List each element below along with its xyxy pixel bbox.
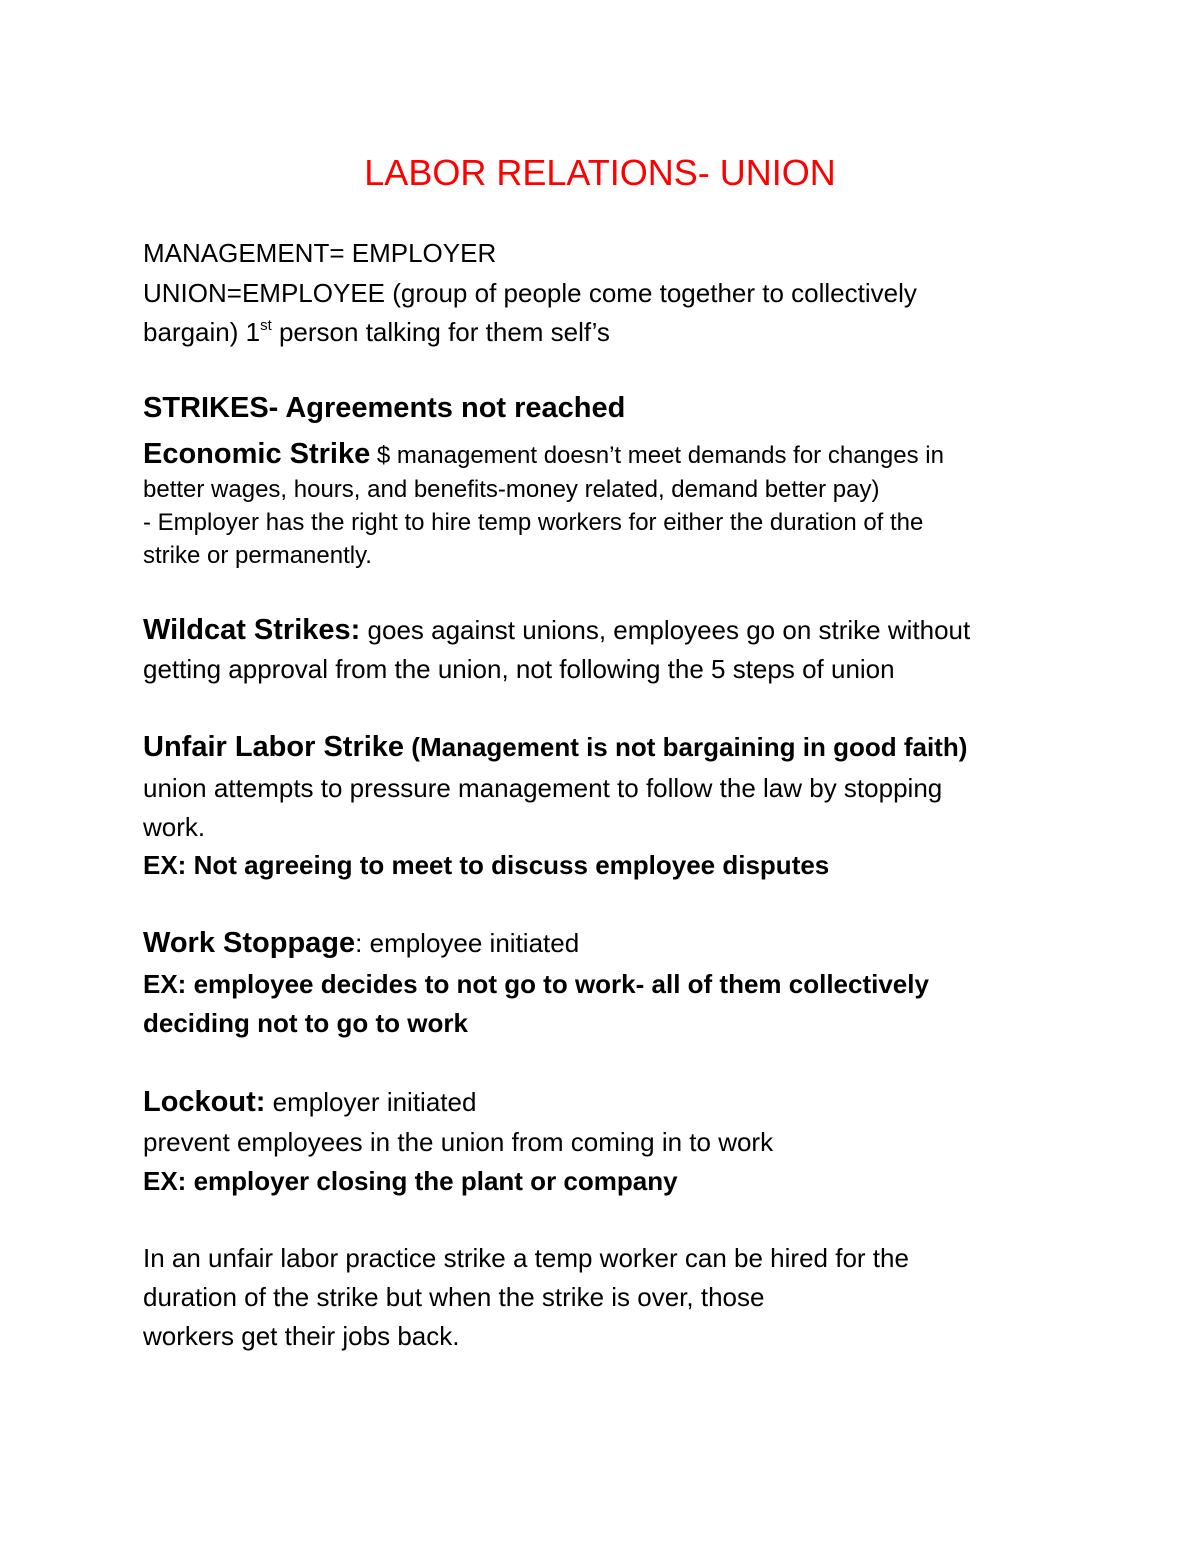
economic-strike-line-4: strike or permanently.: [143, 542, 372, 569]
closing-line-1: In an unfair labor practice strike a temp worker can be hired for the: [143, 1243, 909, 1273]
wildcat-strike-desc: goes against unions, employees go on strike without: [360, 615, 971, 645]
ordinal-superscript: st: [260, 317, 272, 334]
unfair-strike-line-2: union attempts to pressure management to follow the law by stopping: [143, 773, 943, 803]
unfair-strike-note: (Management is not bargaining in good faith): [404, 732, 968, 762]
unfair-strike-line-3: work.: [143, 812, 206, 842]
intro-line-3: [143, 319, 610, 345]
intro-line-3-end: person talking for them self’s: [271, 317, 610, 347]
economic-strike-line-2: better wages, hours, and benefits-money related, demand better pay): [143, 476, 880, 503]
wildcat-strike-line-2: getting approval from the union, not following the 5 steps of union: [143, 654, 895, 684]
lockout-desc: employer initiated: [265, 1087, 477, 1117]
strikes-heading: STRIKES- Agreements not reached: [143, 392, 626, 424]
economic-strike-line-1: [143, 440, 944, 469]
wildcat-strike-term: Wildcat Strikes:: [143, 614, 361, 646]
economic-strike-line-3: - Employer has the right to hire temp workers for either the duration of the: [143, 509, 924, 536]
intro-line-1: MANAGEMENT= EMPLOYER: [143, 238, 497, 268]
work-stoppage-term: Work Stoppage: [143, 927, 356, 959]
work-stoppage-example-2: deciding not to go to work: [143, 1008, 468, 1038]
closing-line-3: workers get their jobs back.: [143, 1321, 460, 1351]
unfair-strike-line-1: [143, 733, 967, 762]
closing-line-2: duration of the strike but when the strike is over, those: [143, 1282, 765, 1312]
lockout-line-1: [143, 1088, 476, 1117]
work-stoppage-line-1: [143, 929, 579, 958]
lockout-term: Lockout:: [143, 1086, 266, 1118]
economic-strike-term: Economic Strike: [143, 438, 371, 470]
lockout-example: EX: employer closing the plant or company: [143, 1166, 678, 1196]
intro-line-2: UNION=EMPLOYEE (group of people come together to collectively: [143, 278, 917, 308]
economic-strike-desc: $ management doesn’t meet demands for changes in: [370, 442, 944, 469]
wildcat-strike-line-1: [143, 616, 970, 645]
unfair-strike-example: EX: Not agreeing to meet to discuss employee disputes: [143, 850, 830, 880]
work-stoppage-example-1: EX: employee decides to not go to work- all of them collectively: [143, 969, 929, 999]
unfair-strike-term: Unfair Labor Strike: [143, 731, 405, 763]
lockout-line-2: prevent employees in the union from coming in to work: [143, 1127, 774, 1157]
work-stoppage-desc: : employee initiated: [355, 928, 580, 958]
intro-line-3-start: bargain) 1: [143, 317, 261, 347]
page-title: LABOR RELATIONS- UNION: [364, 152, 836, 193]
